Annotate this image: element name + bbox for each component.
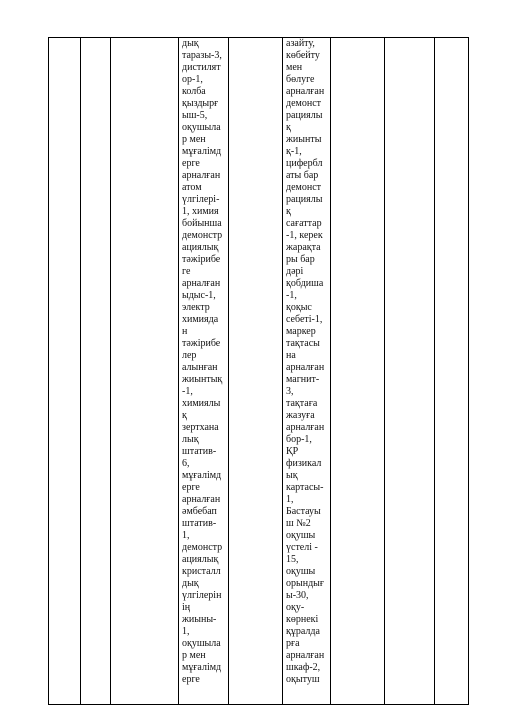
- cell-text-line: демонст: [286, 98, 322, 109]
- cell-text-line: рациялы: [286, 110, 323, 121]
- cell-text-line: мұғалімд: [182, 146, 222, 157]
- cell-text-line: лер: [182, 350, 197, 361]
- cell-text-line: арналған: [286, 650, 325, 661]
- cell-text-line: үлгілері-: [182, 194, 220, 205]
- cell-text-line: зертхана: [182, 422, 219, 433]
- cell-text-line: көбейту: [286, 50, 320, 61]
- cell-text-line: жиынтық: [182, 374, 223, 385]
- cell-text-line: көрнекі: [286, 614, 319, 625]
- cell-text-line: мұғалімд: [182, 470, 222, 481]
- cell-text-line: қ: [286, 206, 291, 217]
- cell-text-line: қ: [286, 122, 291, 133]
- cell-text-line: колба: [182, 86, 206, 97]
- cell-text-line: картасы-: [286, 482, 324, 493]
- cell-text-line: арналған: [286, 86, 325, 97]
- cell-text-line: 1,: [182, 626, 190, 637]
- equipment-table: [48, 37, 469, 705]
- cell-text-line: арналған: [182, 494, 221, 505]
- cell-text-line: бор-1,: [286, 434, 312, 445]
- cell-text-line: ор-1,: [182, 74, 203, 85]
- cell-text-line: рға: [286, 638, 300, 649]
- table-cell-9: [435, 38, 469, 705]
- cell-text-line: оқушыла: [182, 122, 221, 133]
- cell-text-line: 6,: [182, 458, 190, 469]
- cell-text-line: ерге: [182, 158, 200, 169]
- cell-text-line: оқушыла: [182, 638, 221, 649]
- cell-text-line: оқу-: [286, 602, 305, 613]
- cell-text-line: дистилят: [182, 62, 221, 73]
- cell-text-line: кристалл: [182, 566, 221, 577]
- cell-text-line: ы-30,: [286, 590, 309, 601]
- cell-text-line: алынған: [182, 362, 218, 373]
- cell-text-line: демонстр: [182, 230, 223, 241]
- cell-text-line: рациялы: [286, 194, 323, 205]
- cell-text-line: жазуға: [286, 410, 315, 421]
- cell-text-line: р мен: [182, 650, 206, 661]
- cell-text-line: химиялы: [182, 398, 221, 409]
- table-cell-equipment-left: [179, 38, 229, 705]
- cell-text-line: ш №2: [286, 518, 311, 529]
- table-cell-8: [385, 38, 435, 705]
- cell-text-line: 1,: [182, 530, 190, 541]
- cell-text-line: -1,: [182, 386, 193, 397]
- table-cell-3: [111, 38, 179, 705]
- table-cell-7: [331, 38, 385, 705]
- cell-text-line: ің: [182, 602, 191, 613]
- cell-text-line: жиынты: [286, 134, 322, 145]
- cell-text-line: ерге: [182, 482, 200, 493]
- cell-text-line: химияда: [182, 314, 219, 325]
- cell-text-line: оқушы: [286, 566, 316, 577]
- cell-text-line: жарақта: [286, 242, 321, 253]
- cell-text-line: лық: [182, 434, 199, 445]
- cell-text-line: арналған: [286, 422, 325, 433]
- cell-text-line: сағаттар: [286, 218, 322, 229]
- cell-text-line: цифербл: [286, 158, 323, 169]
- cell-text-line: маркер: [286, 326, 316, 337]
- cell-text-line: жиыны-: [182, 614, 217, 625]
- cell-text-line: мен: [286, 62, 303, 73]
- cell-text-line: қыздырғ: [182, 98, 219, 109]
- cell-text-line: үстелі -: [286, 542, 318, 553]
- cell-text-line: Бастауы: [286, 506, 321, 517]
- cell-text-line: -1,: [286, 290, 297, 301]
- table-cell-5: [229, 38, 283, 705]
- cell-text-line: тақтасы: [286, 338, 320, 349]
- table-row: [49, 38, 469, 705]
- cell-text-line: аты бар: [286, 170, 319, 181]
- cell-text-line: штатив-: [182, 446, 217, 457]
- cell-text-line: қ: [182, 410, 187, 421]
- table-cell-1: [49, 38, 81, 705]
- cell-text-line: қ-1,: [286, 146, 302, 157]
- cell-text-line: бойынша: [182, 218, 222, 229]
- cell-text-line: азайту,: [286, 38, 315, 49]
- cell-text-line: оқушы: [286, 530, 316, 541]
- cell-text-line: қоқыс: [286, 302, 312, 313]
- cell-text-line: атом: [182, 182, 202, 193]
- cell-text-line: н: [182, 326, 188, 337]
- cell-text-line: ациялық: [182, 242, 219, 253]
- cell-text-line: дәрі: [286, 266, 304, 277]
- equipment-list-left: [179, 38, 228, 686]
- cell-text-line: тәжірибе: [182, 338, 221, 349]
- cell-text-line: на: [286, 350, 296, 361]
- cell-text-line: 1, химия: [182, 206, 219, 217]
- cell-text-line: ҚР: [286, 446, 299, 457]
- cell-text-line: әмбебап: [182, 506, 217, 517]
- equipment-list-right: [283, 38, 330, 686]
- cell-text-line: арналған: [182, 278, 221, 289]
- cell-text-line: дық: [182, 578, 199, 589]
- cell-text-line: шкаф-2,: [286, 662, 321, 673]
- cell-text-line: ық: [286, 470, 298, 481]
- cell-text-line: себеті-1,: [286, 314, 323, 325]
- cell-text-line: 15,: [286, 554, 299, 565]
- cell-text-line: р мен: [182, 134, 206, 145]
- cell-text-line: тақтаға: [286, 398, 318, 409]
- cell-text-line: ыш-5,: [182, 110, 208, 121]
- table-cell-2: [81, 38, 111, 705]
- cell-text-line: физикал: [286, 458, 322, 469]
- cell-text-line: орындығ: [286, 578, 324, 589]
- cell-text-line: мұғалімд: [182, 662, 222, 673]
- cell-text-line: құралда: [286, 626, 320, 637]
- cell-text-line: үлгілерін: [182, 590, 222, 601]
- cell-text-line: ры бар: [286, 254, 315, 265]
- cell-text-line: тәжірибе: [182, 254, 221, 265]
- cell-text-line: бөлуге: [286, 74, 315, 85]
- cell-text-line: ерге: [182, 674, 200, 685]
- cell-text-line: -1, керек: [286, 230, 323, 241]
- cell-text-line: арналған: [182, 170, 221, 181]
- cell-text-line: ге: [182, 266, 191, 277]
- cell-text-line: электр: [182, 302, 210, 313]
- cell-text-line: демонстр: [182, 542, 223, 553]
- table-cell-equipment-right: [283, 38, 331, 705]
- cell-text-line: ациялық: [182, 554, 219, 565]
- cell-text-line: арналған: [286, 362, 325, 373]
- cell-text-line: демонст: [286, 182, 322, 193]
- cell-text-line: дық: [182, 38, 199, 49]
- cell-text-line: оқытуш: [286, 674, 320, 685]
- cell-text-line: штатив-: [182, 518, 217, 529]
- cell-text-line: қобдиша: [286, 278, 324, 289]
- cell-text-line: магнит-: [286, 374, 320, 385]
- cell-text-line: 1,: [286, 494, 294, 505]
- cell-text-line: таразы-3,: [182, 50, 222, 61]
- cell-text-line: ыдыс-1,: [182, 290, 216, 301]
- cell-text-line: 3,: [286, 386, 294, 397]
